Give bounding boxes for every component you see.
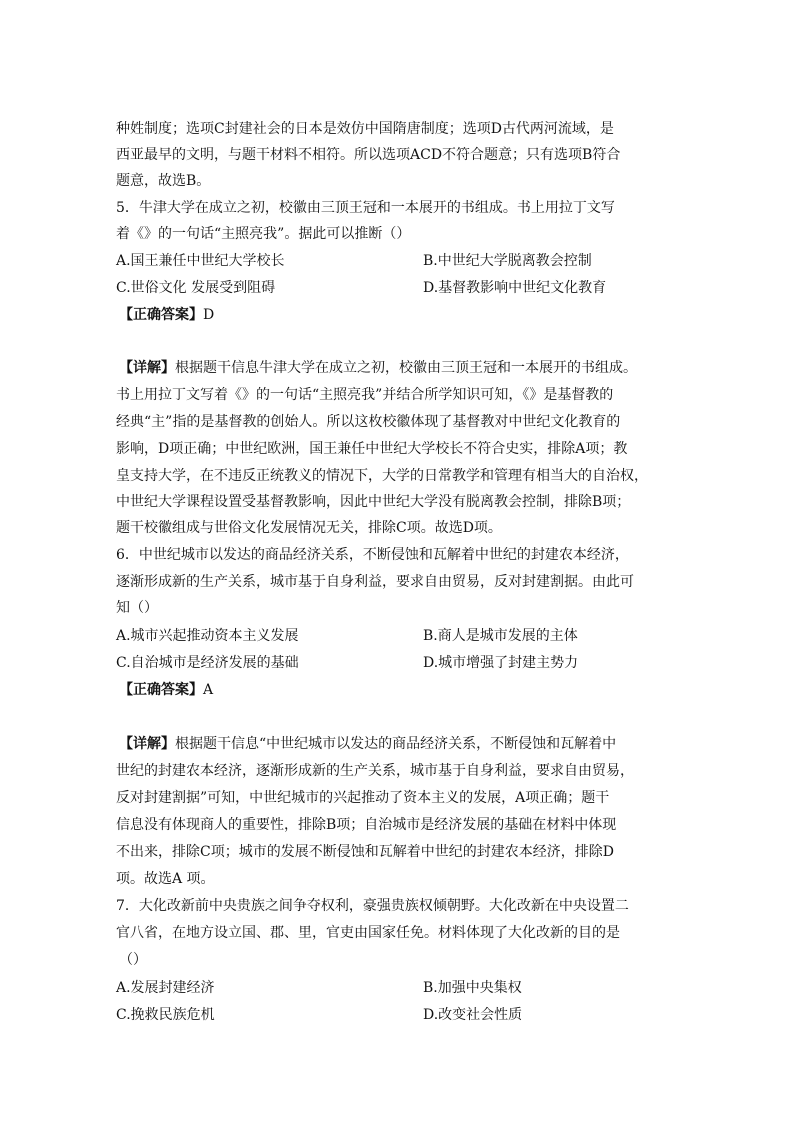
q6-option-b: B.商人是城市发展的主体 (423, 628, 578, 644)
q5-option-c: C.世俗文化 发展受到阻碍 (116, 280, 276, 296)
q6-detail-line-4: 信息没有体现商人的重要性，排除B项；自治城市是经济发展的基础在材料中体现 (116, 817, 617, 833)
continuation-line-1: 种姓制度；选项C封建社会的日本是效仿中国隋唐制度；选项D古代两河流域，是 (116, 121, 614, 137)
q7-option-c: C.挽救民族危机 (116, 1007, 215, 1023)
q5-stem-line-1: 5．牛津大学在成立之初，校徽由三顶王冠和一本展开的书组成。书上用拉丁文写 (116, 200, 615, 216)
q7-option-d: D.改变社会性质 (423, 1007, 523, 1023)
q6-option-c: C.自治城市是经济发展的基础 (116, 655, 299, 671)
q7-stem-line-1: 7．大化改新前中央贵族之间争夺权利，豪强贵族权倾朝野。大化改新在中央设置二 (116, 898, 629, 914)
q6-detail-line-1: 【详解】根据题干信息“中世纪城市以发达的商品经济关系，不断侵蚀和瓦解着中 (119, 736, 617, 752)
q6-answer-value: A (203, 682, 214, 698)
q5-detail-line-7: 题干校徽组成与世俗文化发展情况无关，排除C项。故选D项。 (116, 520, 502, 536)
q6-answer (119, 680, 213, 700)
q6-stem-line-3: 知（） (116, 600, 158, 616)
q7-option-b: B.加强中央集权 (423, 980, 522, 996)
q5-answer (119, 305, 214, 325)
q5-option-d: D.基督教影响中世纪文化教育 (423, 280, 607, 296)
q5-option-a: A.国王兼任中世纪大学校长 (116, 253, 285, 269)
q6-detail-line-2: 世纪的封建农本经济，逐渐形成新的生产关系，城市基于自身利益，要求自由贸易， (116, 763, 634, 779)
q6-option-d: D.城市增强了封建主势力 (423, 655, 579, 671)
q5-detail-line-4: 影响，D项正确；中世纪欧洲，国王兼任中世纪大学校长不符合史实，排除A项；教 (116, 441, 628, 457)
q5-detail-line-6: 中世纪大学课程设置受基督教影响，因此中世纪大学没有脱离教会控制，排除B项； (116, 494, 631, 510)
q7-option-a: A.发展封建经济 (116, 980, 215, 996)
q5-detail-line-1: 【详解】根据题干信息牛津大学在成立之初，校徽由三顶王冠和一本展开的书组成。 (119, 360, 637, 376)
q6-stem-line-1: 6．中世纪城市以发达的商品经济关系，不断侵蚀和瓦解着中世纪的封建农本经济， (116, 547, 629, 563)
q5-detail-line-3: 经典“主”指的是基督教的创始人。所以这枚校徽体现了基督教对中世纪文化教育的 (116, 414, 621, 430)
q6-detail-label: 【详解】 (119, 736, 175, 752)
continuation-line-2: 西亚最早的文明，与题干材料不相符。所以选项ACD不符合题意；只有选项B符合 (116, 147, 621, 163)
q6-detail-line-3: 反对封建割据”可知，中世纪城市的兴起推动了资本主义的发展，A项正确；题干 (116, 790, 610, 806)
q6-answer-label: 【正确答案】 (119, 682, 203, 698)
continuation-line-3: 题意，故选B。 (116, 173, 211, 189)
q6-stem-line-2: 逐渐形成新的生产关系，城市基于自身利益，要求自由贸易，反对封建割据。由此可 (116, 574, 634, 590)
q5-option-b: B.中世纪大学脱离教会控制 (423, 253, 592, 269)
q7-stem-line-3: （） (119, 952, 147, 968)
q5-detail-line-5: 皇支持大学，在不违反正统教义的情况下，大学的日常教学和管理有相当大的自治权， (116, 468, 648, 484)
q5-answer-label: 【正确答案】 (119, 307, 203, 323)
q5-answer-value: D (203, 307, 215, 323)
q5-detail-line-2: 书上用拉丁文写着《》的一句话“主照亮我”并结合所学知识可知，《》是基督教的 (116, 387, 614, 403)
q6-detail-line-6: 项。故选A 项。 (116, 871, 215, 887)
q7-stem-line-2: 官八省，在地方设立国、郡、里，官吏由国家任免。材料体现了大化改新的目的是 (116, 925, 620, 941)
q5-stem-line-2: 着《》的一句话“主照亮我”。据此可以推断（） (116, 226, 411, 242)
q5-detail-label: 【详解】 (119, 360, 175, 376)
q6-option-a: A.城市兴起推动资本主义发展 (116, 628, 299, 644)
q6-detail-line-5: 不出来，排除C项；城市的发展不断侵蚀和瓦解着中世纪的封建农本经济，排除D (116, 844, 614, 860)
